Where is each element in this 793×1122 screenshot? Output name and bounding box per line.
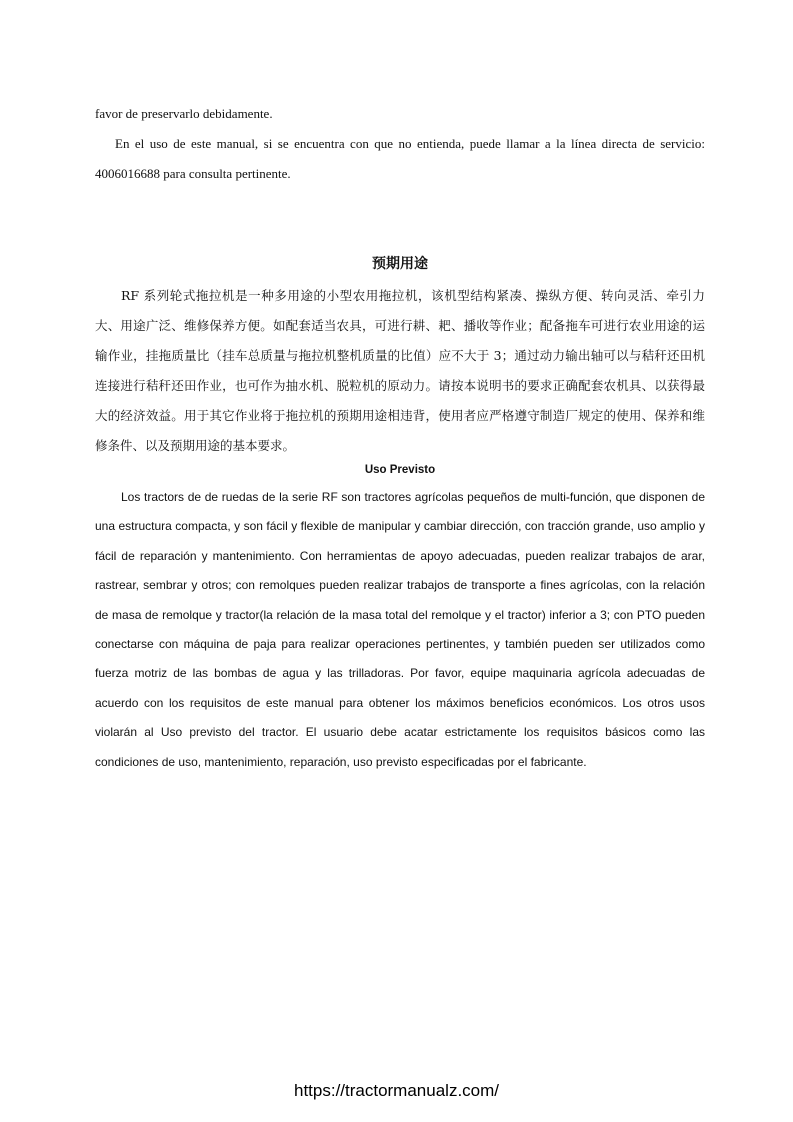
intro-continued-line: favor de preservarlo debidamente. [95, 106, 273, 121]
footer-website-link[interactable]: https://tractormanualz.com/ [293, 1081, 500, 1100]
intro-paragraph: En el uso de este manual, si se encuentra con que no entienda, puede llamar a la línea directa de servicio: 4006016688 para consulta pertinente. [95, 136, 705, 181]
intro-text [95, 99, 705, 189]
chinese-section-title: 预期用途 [372, 256, 428, 272]
spanish-section-body: Los tractors de de ruedas de la serie RF son tractores agrícolas pequeños de multi-función, que disponen de una estructura compacta, y son fácil y flexible de manipular y cambiar dirección, con tracción grande, uso amplio y fácil de reparación y mantenimiento. Con herramientas de apoyo adecuadas, pueden realizar trabajos de arar, rastrear, sembrar y otros; con remolques pueden realizar trabajos de transporte a fines agrícolas, con la relación de masa de remolque y tractor(la relación de la masa total del remolque y el tractor) inferior a 3; con PTO pueden conectarse con máquina de paja para realizar operaciones pertinentes, y también pueden ser utilizados como fuerza motriz de las bombas de agua y las trilladoras. Por favor, equipe maquinaria agrícola adecuadas de acuerdo con los requisitos de este manual para obtener los máximos beneficios económicos. Los otros usos violarán al Uso previsto del tractor. El usuario debe acatar estrictamente los requisitos básicos como las condiciones de uso, mantenimiento, reparación, uso previsto especificadas por el fabricante. [95, 490, 705, 769]
spanish-section-title: Uso Previsto [364, 464, 436, 476]
chinese-section-body: RF 系列轮式拖拉机是一种多用途的小型农用拖拉机，该机型结构紧凑、操纵方便、转向灵活、牵引力大、用途广泛、维修保养方便。如配套适当农具，可进行耕、耙、播收等作业；配备拖车可进行农业用途的运输作业，挂拖质量比（挂车总质量与拖拉机整机质量的比值）应不大于 3；通过动力输出轴可以与秸秆还田机连接进行秸秆还田作业，也可作为抽水机、脱粒机的原动力。请按本说明书的要求正确配套农机具、以获得最大的经济效益。用于其它作业将于拖拉机的预期用途相违背，使用者应严格遵守制造厂规定的使用、保养和维修条件、以及预期用途的基本要求。 [95, 288, 705, 453]
